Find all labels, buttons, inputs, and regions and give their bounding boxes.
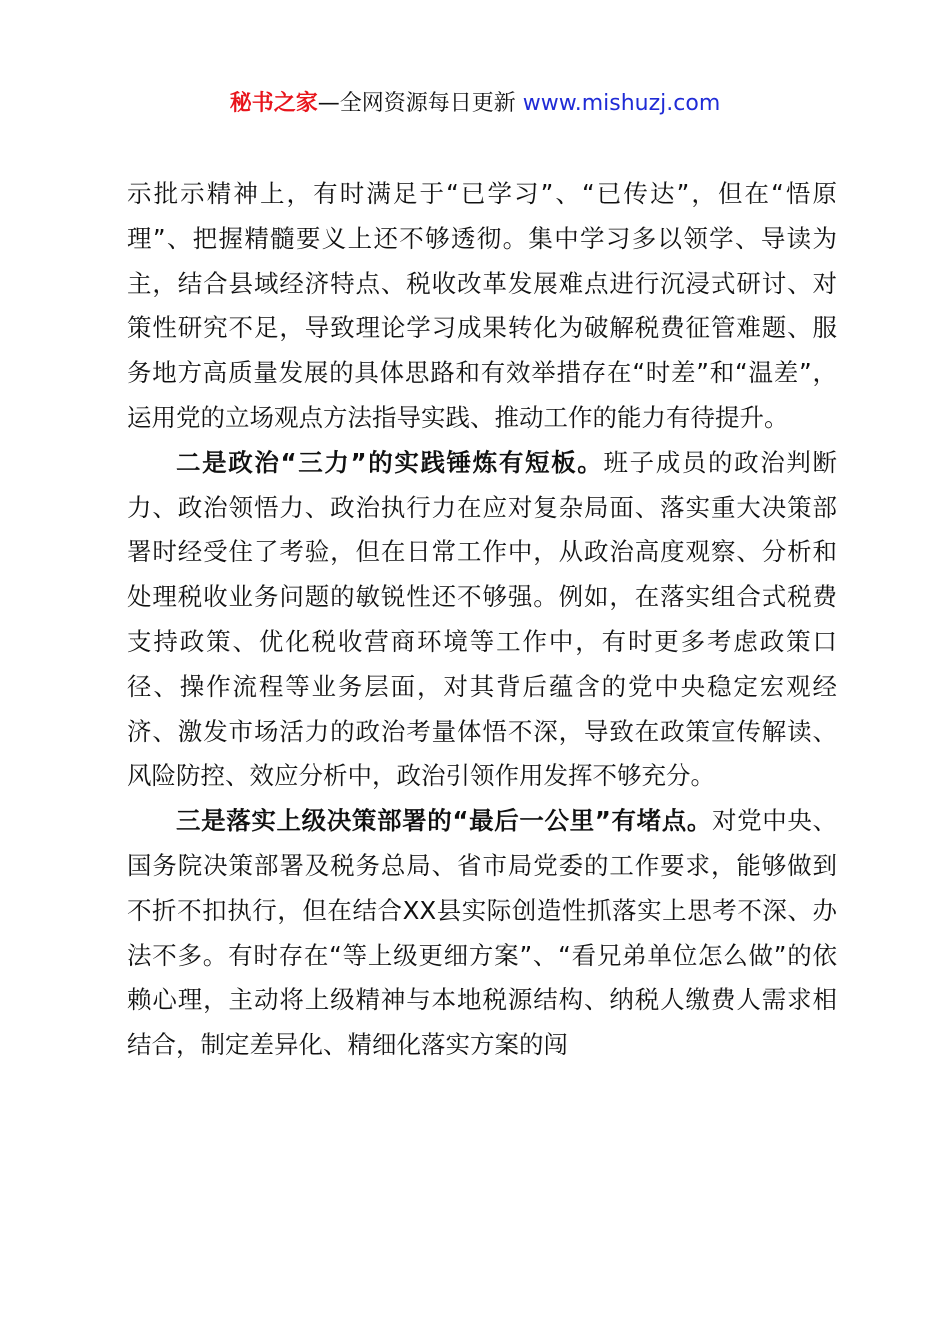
paragraph-continuation [127, 172, 837, 441]
page-header [0, 86, 950, 122]
document-body [127, 172, 837, 1068]
header-tagline: —全网资源每日更新 [317, 91, 523, 116]
paragraph-last-mile [127, 799, 837, 1068]
header-url-link[interactable]: www.mishuzj.com [522, 91, 721, 116]
paragraph-text: 对党中央、国务院决策部署及税务总局、省市局党委的工作要求，能够做到不折不扣执行，但在结合XX县实际创造性抓落实上思考不深、办法不多。有时存在“等上级更细方案”、“看兄弟单位怎么做”的依赖心理，主动将上级精神与本地税源结构、纳税人缴费人需求相结合，制定差异化、精细化落实方案的闯 [127, 806, 838, 1060]
header-brand: 秘书之家 [229, 91, 318, 116]
paragraph-text: 示批示精神上，有时满足于“已学习”、“已传达”，但在“悟原理”、把握精髓要义上还不够透彻。集中学习多以领学、导读为主，结合县域经济特点、税收改革发展难点进行沉浸式研讨、对策性研究不足，导致理论学习成果转化为破解税费征管难题、服务地方高质量发展的具体思路和有效举措存在“时差”和“温差”，运用党的立场观点方法指导实践、推动工作的能力有待提升。 [127, 179, 837, 432]
paragraph-lead-heading: 二是政治“三力”的实践锤炼有短板。 [176, 447, 604, 477]
paragraph-lead-heading: 三是落实上级决策部署的“最后一公里”有堵点。 [176, 806, 712, 836]
paragraph-text: 班子成员的政治判断力、政治领悟力、政治执行力在应对复杂局面、落实重大决策部署时经受住了考验，但在日常工作中，从政治高度观察、分析和处理税收业务问题的敏锐性还不够强。例如，在落实组合式税费支持政策、优化税收营商环境等工作中，有时更多考虑政策口径、操作流程等业务层面，对其背后蕴含的党中央稳定宏观经济、激发市场活力的政治考量体悟不深，导致在政策宣传解读、风险防控、效应分析中，政治引领作用发挥不够充分。 [127, 447, 838, 791]
paragraph-political-three-forces [127, 441, 837, 799]
